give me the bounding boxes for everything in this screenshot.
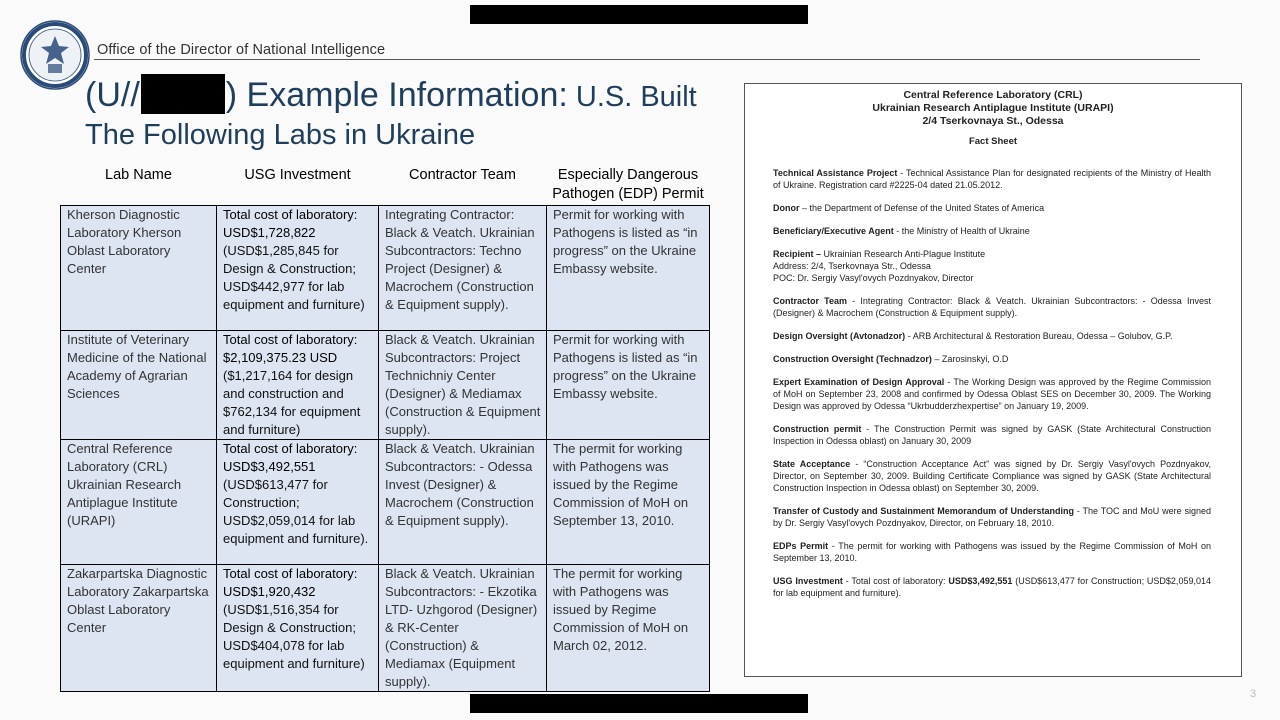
cost-total: USD$1,728,822 — [223, 225, 316, 240]
cost-heading: Total cost of laboratory: — [223, 441, 358, 456]
contractor-cell: Black & Veatch. Ukrainian Subcontractors: Project Technichniy Center (Designer) & Mediamax (Construction & Equipment supply). — [379, 331, 547, 440]
title-main-small: U.S. Built — [567, 81, 697, 113]
fact-item-usg-investment: USG Investment - Total cost of laboratory: USD$3,492,551 (USD$613,477 for Construction; USD$2,059,014 for lab equipment and furniture). — [773, 576, 1211, 598]
cost-heading: Total cost of laboratory: — [223, 332, 358, 347]
title-line2: The Following Labs in Ukraine — [85, 119, 476, 151]
title-prefix-close: ) — [225, 76, 238, 114]
cost-heading: Total cost of laboratory: — [223, 566, 358, 581]
permit-cell: Permit for working with Pathogens is listed as “in progress” on the Ukraine Embassy website. — [547, 331, 710, 440]
cost-total: USD$3,492,551 — [223, 459, 316, 474]
contractor-cell: Integrating Contractor: Black & Veatch. Ukrainian Subcontractors: Techno Project (Designer) & Macrochem (Construction & Equipment supply). — [379, 206, 547, 331]
lab-name-cell: Kherson Diagnostic Laboratory Kherson Oblast Laboratory Center — [61, 206, 217, 331]
fact-sheet-image — [744, 83, 1242, 677]
column-header-contractor-team: Contractor Team — [379, 163, 547, 206]
slide-title — [85, 74, 725, 154]
fact-item-state-acceptance: State Acceptance - “Construction Acceptance Act” was signed by Dr. Sergiy Vasyl'ovych Pozdnyakov, Director, on September 30, 2009. Building Certificate Compliance was signed by GASK (State Architectural Construction Inspection in Odessa oblast) on September 30, 2009. — [773, 459, 1211, 493]
column-header-edp-permit: Especially Dangerous Pathogen (EDP) Permit — [547, 163, 710, 206]
permit-cell: Permit for working with Pathogens is listed as “in progress” on the Ukraine Embassy website. — [547, 206, 710, 331]
lab-name-cell: Central Reference Laboratory (CRL) Ukrainian Research Antiplague Institute (URAPI) — [61, 440, 217, 565]
contractor-cell: Black & Veatch. Ukrainian Subcontractors: - Odessa Invest (Designer) & Macrochem (Construction & Equipment supply). — [379, 440, 547, 565]
title-main: Example Information: — [237, 76, 568, 114]
cost-detail: (USD$613,477 for Construction; USD$2,059,014 for lab equipment and furniture). — [223, 477, 369, 546]
fact-sheet-address: 2/4 Tserkovnaya St., Odessa — [922, 115, 1064, 127]
redaction-bar-bottom — [470, 694, 808, 713]
fact-item-design-oversight: Design Oversight (Avtonadzor) - ARB Architectural & Restoration Bureau, Odessa – Golubov, G.P. — [773, 331, 1173, 341]
fact-item-beneficiary: Beneficiary/Executive Agent - the Ministry of Health of Ukraine — [773, 226, 1030, 236]
fact-item-expert-examination: Expert Examination of Design Approval - The Working Design was approved by the Regime Commission of MoH on September 23, 2008 and confirmed by Odessa Oblast SES on December 30, 2009. The Working Design was approved by Odessa “Ukrbudderzhexpertise” on January 19, 2009. — [773, 377, 1212, 411]
cost-total: USD$1,920,432 — [223, 584, 316, 599]
investment-cell — [217, 440, 379, 565]
fact-item-construction-permit: Construction permit - The Construction Permit was signed by GASK (State Architectural Construction Inspection in Odessa oblast) on January 30, 2009 — [773, 424, 1211, 446]
fact-item-edps-permit: EDPs Permit - The permit for working with Pathogens was issued by the Regime Commission of MoH on September 13, 2010. — [773, 541, 1211, 563]
fact-item-recipient: Recipient – Ukrainian Research Anti-Plague Institute Address: 2/4, Tserkovnaya Str., Odessa POC: Dr. Sergiy Vasyl'ovych Pozdnyakov, Director — [773, 249, 986, 283]
fact-item-technical-assistance: Technical Assistance Project - Technical Assistance Plan for designated recipients of the Ministry of Health of Ukraine. Registration card #2225-04 dated 21.05.2012. — [773, 168, 1211, 190]
header-divider — [94, 59, 1200, 60]
odni-seal-icon — [20, 20, 90, 90]
permit-cell: The permit for working with Pathogens was issued by the Regime Commission of MoH on September 13, 2010. — [547, 440, 710, 565]
table-row — [61, 440, 710, 565]
column-header-usg-investment: USG Investment — [217, 163, 379, 206]
title-prefix-open: (U// — [85, 76, 140, 114]
investment-cell — [217, 331, 379, 440]
cost-detail: ($1,217,164 for design and construction and $762,134 for equipment and furniture) — [223, 368, 361, 437]
fact-sheet-subheader: Fact Sheet — [968, 136, 1018, 147]
cost-heading: Total cost of laboratory: — [223, 207, 358, 222]
table-row — [61, 331, 710, 440]
investment-cell — [217, 206, 379, 331]
fact-sheet-title-line1: Central Reference Laboratory (CRL) — [903, 89, 1083, 101]
fact-item-construction-oversight: Construction Oversight (Technadzor) – Zarosinskyi, O.D — [773, 354, 1009, 364]
investment-cell — [217, 565, 379, 692]
lab-name-cell: Institute of Veterinary Medicine of the National Academy of Agrarian Sciences — [61, 331, 217, 440]
fact-sheet-header — [745, 89, 1241, 128]
fact-sheet-title-line2: Ukrainian Research Antiplague Institute (URAPI) — [872, 102, 1114, 114]
cost-total: $2,109,375.23 USD — [223, 350, 338, 365]
title-redaction — [141, 74, 225, 114]
cost-detail: (USD$1,516,354 for Design & Construction; USD$404,078 for lab equipment and furniture) — [223, 602, 365, 671]
column-header-lab-name: Lab Name — [61, 163, 217, 206]
permit-cell: The permit for working with Pathogens was issued by Regime Commission of MoH on March 02, 2012. — [547, 565, 710, 692]
cost-detail: (USD$1,285,845 for Design & Construction; USD$442,977 for lab equipment and furniture) — [223, 243, 365, 312]
redaction-bar-top — [470, 5, 808, 24]
organization-name: Office of the Director of National Intelligence — [97, 42, 386, 58]
table-row — [61, 565, 710, 692]
contractor-cell: Black & Veatch. Ukrainian Subcontractors: - Ekzotika LTD- Uzhgorod (Designer) & RK-Center (Construction) & Mediamax (Equipment supply). — [379, 565, 547, 692]
table-row — [61, 206, 710, 331]
lab-name-cell: Zakarpartska Diagnostic Laboratory Zakarpartska Oblast Laboratory Center — [61, 565, 217, 692]
fact-item-donor: Donor – the Department of Defense of the United States of America — [773, 203, 1045, 213]
page-number: 3 — [1250, 688, 1257, 700]
fact-item-transfer-of-custody: Transfer of Custody and Sustainment Memorandum of Understanding - The TOC and MoU were signed by Dr. Sergiy Vasyl'ovych Pozdnyakov, Director, on February 18, 2010. — [773, 506, 1211, 528]
fact-sheet-body — [745, 167, 1241, 599]
fact-item-contractor-team: Contractor Team - Integrating Contractor: Black & Veatch. Ukrainian Subcontractors: - Odessa Invest (Designer) & Macrochem (Construction & Equipment supply). — [773, 296, 1211, 318]
labs-table — [60, 163, 710, 692]
